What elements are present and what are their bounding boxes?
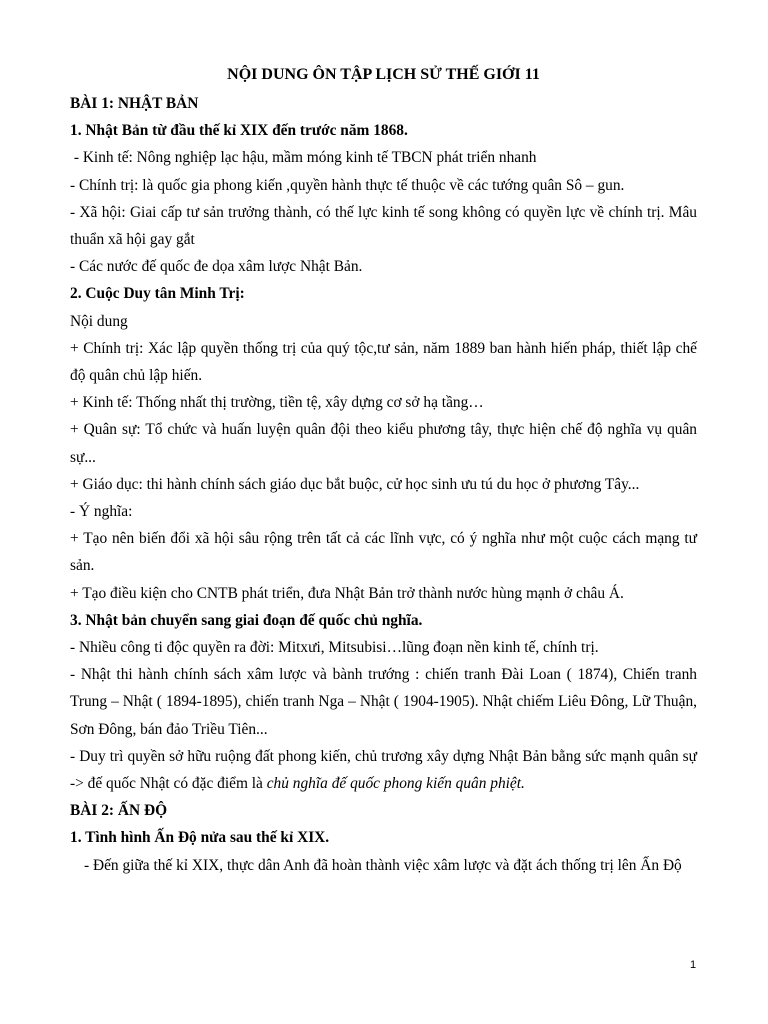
paragraph: - Kinh tế: Nông nghiệp lạc hậu, mầm móng kinh tế TBCN phát triển nhanh [70,149,537,167]
lesson-heading: BÀI 1: NHẬT BẢN [70,95,199,112]
paragraph-text: - Duy trì quyền sở hữu ruộng đất phong kiến, chủ trương xây dựng Nhật Bản bằng sức mạnh quân sự -> đế quốc Nhật có đặc điểm là [70,747,697,793]
paragraph: - Xã hội: Giai cấp tư sản trưởng thành, có thế lực kinh tế song không có quyền lực về chính trị. Mâu thuẩn xã hội gay gắt [70,203,697,249]
document-body [70,62,697,879]
paragraph: - Chính trị: là quốc gia phong kiến ,quyền hành thực tế thuộc về các tướng quân Sô – gun. [70,176,625,194]
paragraph: Nội dung [70,312,128,330]
lesson-heading: BÀI 2: ẤN ĐỘ [70,802,168,820]
section-heading: 3. Nhật bản chuyển sang giai đoạn đế quốc chủ nghĩa. [70,611,423,629]
section-heading: 1. Tình hình Ấn Độ nửa sau thế kỉ XIX. [70,829,330,847]
emphasis-text: chủ nghĩa đế quốc phong kiến quân phiệt. [266,775,525,793]
paragraph: - Ý nghĩa: [70,503,133,521]
paragraph: + Tạo điều kiện cho CNTB phát triển, đưa Nhật Bản trở thành nước hùng mạnh ở châu Á. [70,584,624,602]
section-heading: 1. Nhật Bản từ đầu thế kỉ XIX đến trước năm 1868. [70,122,408,140]
paragraph: - Nhiều công ti độc quyền ra đời: Mitxưi, Mitsubisi…lũng đoạn nền kinh tế, chính trị. [70,639,599,657]
document-title: NỘI DUNG ÔN TẬP LỊCH SỬ THẾ GIỚI 11 [227,66,540,83]
page-number: 1 [690,959,697,971]
paragraph: - Nhật thi hành chính sách xâm lược và bành trướng : chiến tranh Đài Loan ( 1874), Chiến tranh Trung – Nhật ( 1894-1895), chiến tranh Nga – Nhật ( 1904-1905). Nhật chiếm Liêu Đông, Lữ Thuận, Sơn Đông, bán đảo Triều Tiên... [70,666,697,738]
paragraph: + Quân sự: Tổ chức và huấn luyện quân đội theo kiểu phương tây, thực hiện chế độ nghĩa vụ quân sự... [70,421,697,466]
paragraph: - Các nước đế quốc đe dọa xâm lược Nhật Bản. [70,258,363,276]
paragraph: + Kinh tế: Thống nhất thị trường, tiền tệ, xây dựng cơ sở hạ tầng… [70,394,484,412]
paragraph: + Chính trị: Xác lập quyền thống trị của quý tộc,tư sản, năm 1889 ban hành hiến pháp, thiết lập chế độ quân chủ lập hiến. [70,339,697,385]
paragraph: + Tạo nên biến đổi xã hội sâu rộng trên tất cả các lĩnh vực, có ý nghĩa như một cuộc cách mạng tư sản. [70,530,697,575]
paragraph: - Đến giữa thế kỉ XIX, thực dân Anh đã hoàn thành việc xâm lược và đặt ách thống trị lên Ấn Độ [84,856,682,874]
section-heading: 2. Cuộc Duy tân Minh Trị: [70,285,245,303]
paragraph: + Giáo dục: thi hành chính sách giáo dục bắt buộc, cử học sinh ưu tú du học ở phương Tây... [70,475,640,493]
paragraph [70,743,697,797]
